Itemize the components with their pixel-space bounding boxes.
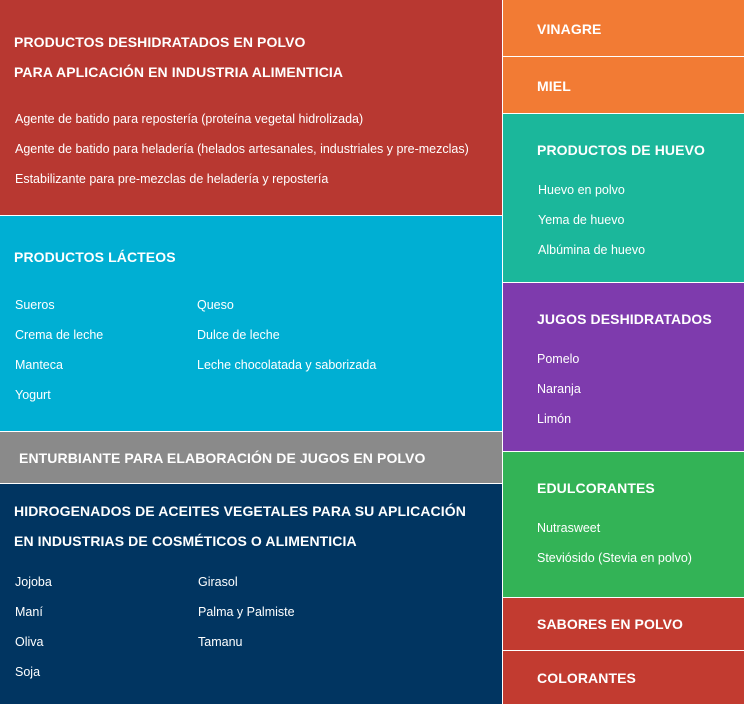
- section-enturbiante: [0, 432, 502, 483]
- list-item: Yema de huevo: [538, 213, 625, 227]
- list-item: Steviósido (Stevia en polvo): [537, 551, 692, 565]
- list-item: Soja: [15, 665, 41, 679]
- section-colorantes: [503, 651, 744, 704]
- section-hidrogenados: [0, 484, 502, 704]
- list-item: Palma y Palmiste: [198, 605, 295, 619]
- section-deshidratados: [0, 0, 502, 215]
- list-item: Agente de batido para repostería (proteína vegetal hidrolizada): [15, 112, 364, 126]
- list-item: Jojoba: [15, 575, 52, 589]
- section-miel: [503, 57, 744, 113]
- list-item: Agente de batido para heladería (helados artesanales, industriales y pre-mezclas): [15, 142, 469, 156]
- jugos-title: JUGOS DESHIDRATADOS: [537, 311, 712, 327]
- section-vinagre: [503, 0, 744, 56]
- list-item: Leche chocolatada y saborizada: [197, 358, 377, 372]
- miel-title: MIEL: [537, 78, 571, 94]
- section-edulcorantes: [503, 452, 744, 597]
- hidrogenados-title-line2: EN INDUSTRIAS DE COSMÉTICOS O ALIMENTICIA: [14, 533, 357, 549]
- deshidratados-title-line2: PARA APLICACIÓN EN INDUSTRIA ALIMENTICIA: [14, 64, 344, 80]
- vinagre-title: VINAGRE: [537, 21, 602, 37]
- list-item: Huevo en polvo: [538, 183, 625, 197]
- colorantes-title: COLORANTES: [537, 670, 636, 686]
- list-item: Girasol: [198, 575, 238, 589]
- list-item: Manteca: [15, 358, 63, 372]
- list-item: Nutrasweet: [537, 521, 601, 535]
- section-sabores: [503, 598, 744, 650]
- section-jugos: [503, 283, 744, 451]
- list-item: Pomelo: [537, 352, 580, 366]
- list-item: Maní: [15, 605, 43, 619]
- list-item: Crema de leche: [15, 328, 104, 342]
- list-item: Naranja: [537, 382, 581, 396]
- list-item: Dulce de leche: [197, 328, 280, 342]
- list-item: Queso: [197, 298, 234, 312]
- huevo-title: PRODUCTOS DE HUEVO: [537, 142, 706, 158]
- list-item: Estabilizante para pre-mezclas de heladería y repostería: [15, 172, 329, 186]
- list-item: Sueros: [15, 298, 55, 312]
- lacteos-title: PRODUCTOS LÁCTEOS: [14, 249, 176, 265]
- section-lacteos: [0, 216, 502, 431]
- sabores-title: SABORES EN POLVO: [537, 616, 684, 632]
- section-huevo: [503, 114, 744, 282]
- list-item: Limón: [537, 412, 572, 426]
- hidrogenados-title-line1: HIDROGENADOS DE ACEITES VEGETALES PARA SU APLICACIÓN: [14, 503, 466, 519]
- list-item: Albúmina de huevo: [538, 243, 646, 257]
- list-item: Oliva: [15, 635, 44, 649]
- deshidratados-title-line1: PRODUCTOS DESHIDRATADOS EN POLVO: [14, 34, 306, 50]
- enturbiante-title: ENTURBIANTE PARA ELABORACIÓN DE JUGOS EN POLVO: [19, 450, 426, 466]
- list-item: Yogurt: [15, 388, 51, 402]
- edulcorantes-title: EDULCORANTES: [537, 480, 655, 496]
- list-item: Tamanu: [198, 635, 243, 649]
